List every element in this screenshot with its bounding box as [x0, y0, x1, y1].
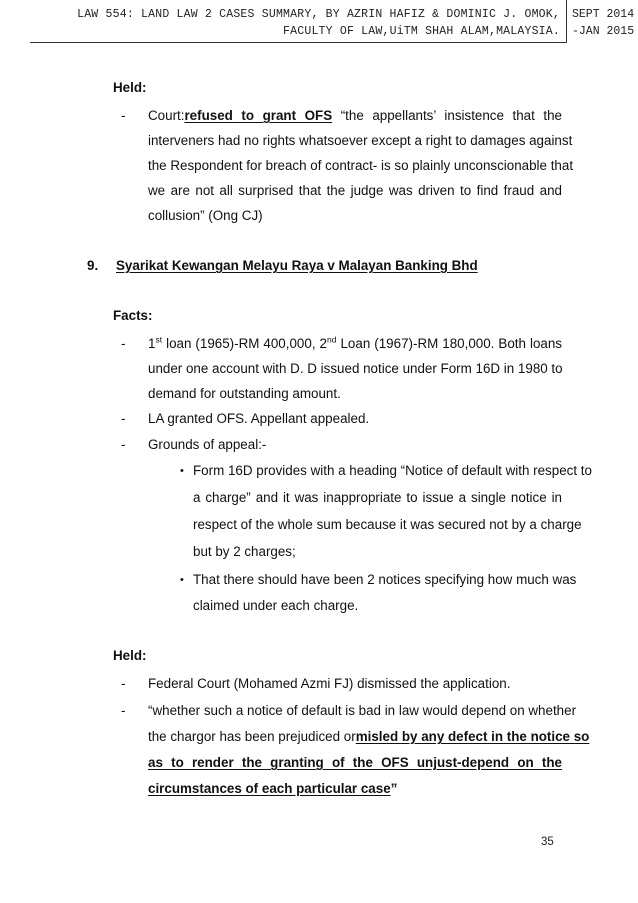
bullet2-line-2: claimed under each charge.	[193, 598, 359, 613]
running-header-title	[70, 6, 560, 40]
held1-line-4: we are not all surprised that the judge was driven to find fraud and	[148, 183, 562, 198]
held-heading-2: Held:	[113, 648, 147, 663]
held1-line-5: collusion” (Ong CJ)	[148, 208, 263, 223]
bullet1-line-4: but by 2 charges;	[193, 544, 296, 559]
held2-item2-line-4: circumstances of each particular case”	[148, 781, 398, 796]
held2-item1: Federal Court (Mohamed Azmi FJ) dismissed the application.	[148, 676, 511, 691]
held1-dash: -	[121, 108, 126, 123]
facts-dash-2: -	[121, 411, 126, 426]
held-heading-1: Held:	[113, 80, 147, 95]
facts-heading: Facts:	[113, 308, 153, 323]
facts-dash-3: -	[121, 437, 126, 452]
facts-item1-line-2: under one account with D. D issued notice under Form 16D in 1980 to	[148, 361, 563, 376]
header-date-1: SEPT 2014	[572, 8, 635, 21]
header-line-2: FACULTY OF LAW,UiTM SHAH ALAM,MALAYSIA.	[283, 25, 560, 38]
bullet-icon-2: •	[180, 574, 184, 586]
facts-dash-1: -	[121, 336, 126, 351]
held1-line-1: Court:refused to grant OFS “the appellants’ insistence that the	[148, 108, 562, 123]
case-number: 9.	[87, 258, 99, 273]
held2-dash-1: -	[121, 676, 126, 691]
facts-item2: LA granted OFS. Appellant appealed.	[148, 411, 370, 426]
held2-item2-line-2: the chargor has been prejudiced ormisled by any defect in the notice so	[148, 729, 590, 744]
held2-dash-2: -	[121, 703, 126, 718]
bullet1-line-3: respect of the whole sum because it was secured not by a charge	[193, 517, 582, 532]
header-date-2: -JAN 2015	[572, 25, 635, 38]
held2-item2-line-3: as to render the granting of the OFS unjust-depend on the	[148, 755, 562, 770]
page-number: 35	[541, 836, 554, 848]
held1-line-2: interveners had no rights whatsoever except a right to damages against	[148, 133, 573, 148]
held1-line-3: the Respondent for breach of contract- is so plainly unconscionable that	[148, 158, 574, 173]
header-rule	[30, 42, 566, 43]
facts-item1-line-1: 1st loan (1965)-RM 400,000, 2nd Loan (1967)-RM 180,000. Both loans	[148, 334, 562, 351]
header-date	[572, 6, 638, 40]
bullet1-line-2: a charge” and it was inappropriate to issue a single notice in	[193, 490, 562, 505]
bullet1-line-1: Form 16D provides with a heading “Notice of default with respect to	[193, 463, 592, 478]
header-line-1: LAW 554: LAND LAW 2 CASES SUMMARY, BY AZRIN HAFIZ & DOMINIC J. OMOK,	[77, 8, 560, 21]
header-divider	[566, 0, 567, 43]
case-title: Syarikat Kewangan Melayu Raya v Malayan Banking Bhd	[116, 258, 478, 273]
held1-bold-phrase: refused to grant OFS	[184, 108, 333, 123]
facts-item3: Grounds of appeal:-	[148, 437, 267, 452]
facts-item1-line-3: demand for outstanding amount.	[148, 386, 341, 401]
held2-item2-line-1: “whether such a notice of default is bad in law would depend on whether	[148, 703, 577, 718]
bullet-icon-1: •	[180, 465, 184, 477]
bullet2-line-1: That there should have been 2 notices specifying how much was	[193, 572, 577, 587]
